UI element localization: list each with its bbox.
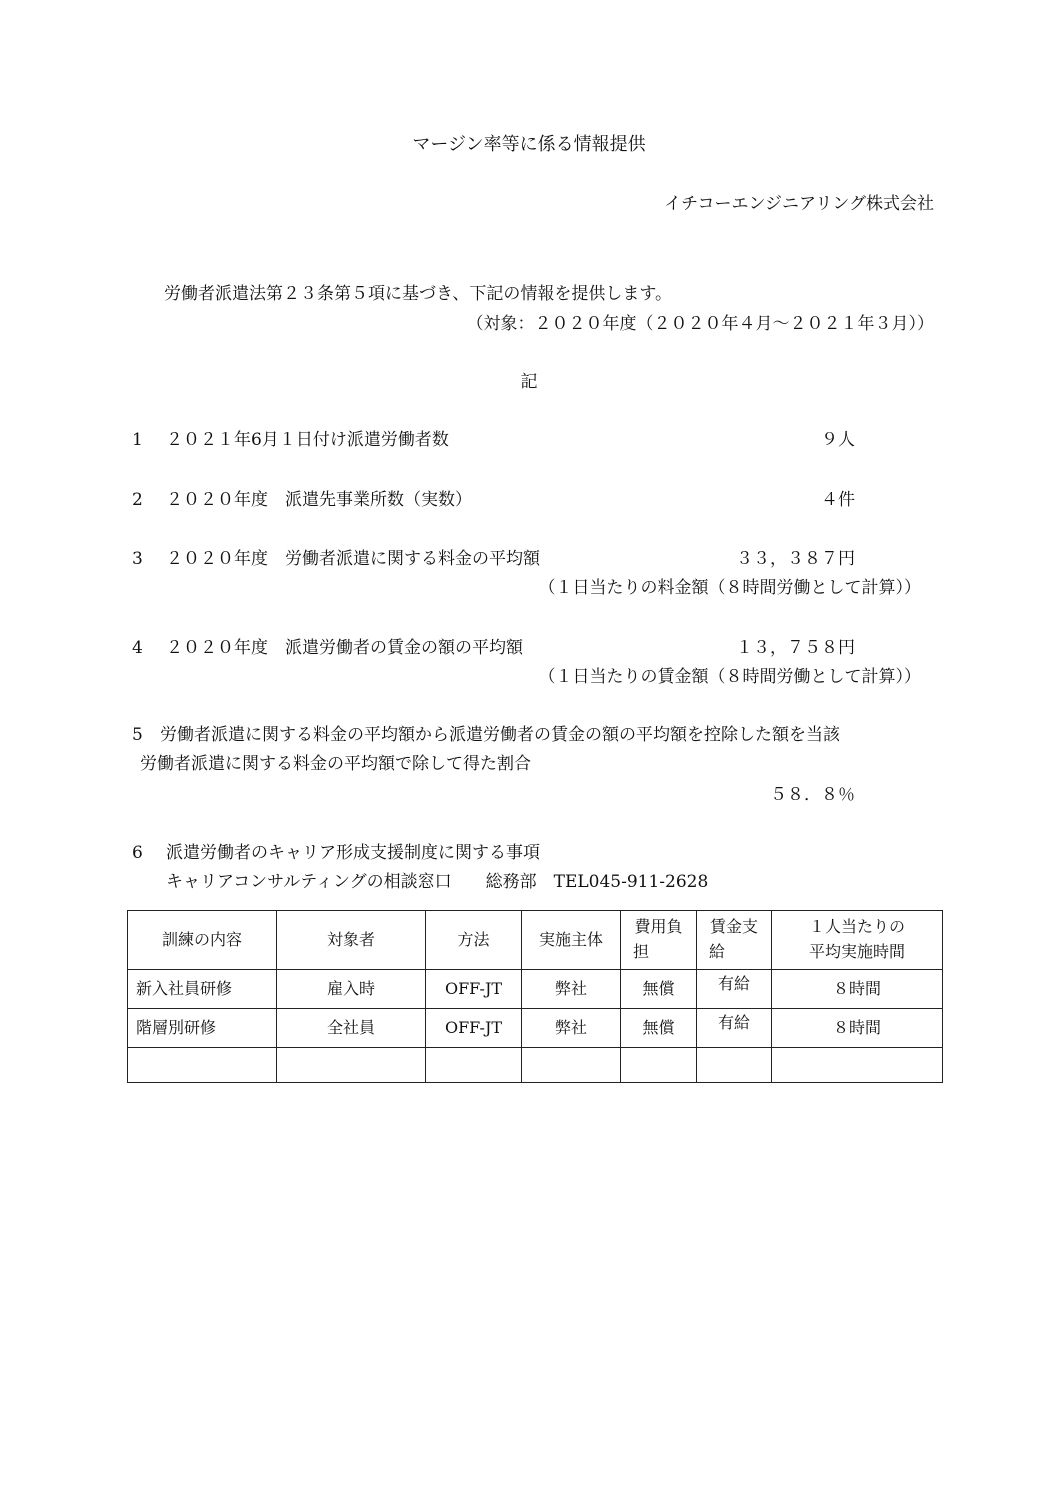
header-cell <box>772 911 943 970</box>
intro-text: 労働者派遣法第２３条第５項に基づき、下記の情報を提供します。 <box>164 284 672 304</box>
table-cell: 有給 <box>697 1009 772 1048</box>
item-number: 3 <box>132 549 143 569</box>
table-cell: 新入社員研修 <box>128 970 277 1009</box>
item-text: ２０２１年6月１日付け派遣労働者数 <box>166 430 449 450</box>
table-cell: 雇入時 <box>277 970 426 1009</box>
header-cell-line: 担 <box>633 942 650 961</box>
item-value: ４件 <box>821 490 855 510</box>
header-cell <box>621 911 697 970</box>
item-note: （１日当たりの料金額（８時間労働として計算）） <box>538 578 921 598</box>
table-cell: 無償 <box>621 1009 697 1048</box>
table-row-empty <box>128 1048 943 1083</box>
header-cell-line: 平均実施時間 <box>808 942 905 961</box>
table-cell <box>522 1048 621 1083</box>
header-cell-line: 賃金支 <box>709 917 758 937</box>
item-text: ２０２０年度 労働者派遣に関する料金の平均額 <box>166 549 540 569</box>
table-cell: 全社員 <box>277 1009 426 1048</box>
header-cell: 訓練の内容 <box>128 911 277 970</box>
training-table <box>127 910 943 1083</box>
table-cell <box>697 1048 772 1083</box>
item-number: 1 <box>132 430 143 450</box>
item-value: ９人 <box>821 430 855 450</box>
table-header-row <box>128 911 943 970</box>
table-row <box>128 970 943 1009</box>
table-cell: OFF-JT <box>426 1009 522 1048</box>
table-cell: ８時間 <box>772 1009 943 1048</box>
item-number: 2 <box>132 490 143 510</box>
table-cell: 階層別研修 <box>128 1009 277 1048</box>
table-cell: OFF-JT <box>426 970 522 1009</box>
table-cell <box>621 1048 697 1083</box>
header-cell-line: 費用負 <box>634 917 683 937</box>
item-number: 5 <box>132 725 143 745</box>
header-cell: 方法 <box>426 911 522 970</box>
item-text: 労働者派遣に関する料金の平均額で除して得た割合 <box>140 754 531 774</box>
table-cell <box>426 1048 522 1083</box>
header-cell-line: １人当たりの <box>808 917 905 937</box>
item-text: 派遣労働者のキャリア形成支援制度に関する事項 <box>166 843 540 863</box>
item-value: ３３，３８７円 <box>736 549 855 569</box>
item-number: 6 <box>132 843 143 863</box>
company-name: イチコーエンジニアリング株式会社 <box>664 194 934 214</box>
table-cell: 弊社 <box>522 1009 621 1048</box>
item-text: 労働者派遣に関する料金の平均額から派遣労働者の賃金の額の平均額を控除した額を当該 <box>160 725 840 745</box>
item-value: １３，７５８円 <box>736 638 855 658</box>
consult-contact: キャリアコンサルティングの相談窓口 総務部 TEL045-911-2628 <box>166 872 709 892</box>
header-cell <box>697 911 772 970</box>
page-title: マージン率等に係る情報提供 <box>412 134 646 155</box>
table-cell <box>277 1048 426 1083</box>
item-text: ２０２０年度 派遣先事業所数（実数） <box>166 490 472 510</box>
header-cell: 対象者 <box>277 911 426 970</box>
ki-heading: 記 <box>520 372 538 392</box>
target-period: （対象：２０２０年度（２０２０年４月～２０２１年３月）） <box>466 314 934 334</box>
item-number: 4 <box>132 638 143 658</box>
item-note: （１日当たりの賃金額（８時間労働として計算）） <box>538 667 921 687</box>
table-cell: 無償 <box>621 970 697 1009</box>
table-cell: ８時間 <box>772 970 943 1009</box>
item-text: ２０２０年度 派遣労働者の賃金の額の平均額 <box>166 638 523 658</box>
table-cell: 弊社 <box>522 970 621 1009</box>
table-cell <box>772 1048 943 1083</box>
header-cell: 実施主体 <box>522 911 621 970</box>
table-row <box>128 1009 943 1048</box>
header-cell-line: 給 <box>709 942 726 961</box>
table-cell: 有給 <box>697 970 772 1009</box>
table-cell <box>128 1048 277 1083</box>
item-value: ５８．８％ <box>770 785 855 805</box>
